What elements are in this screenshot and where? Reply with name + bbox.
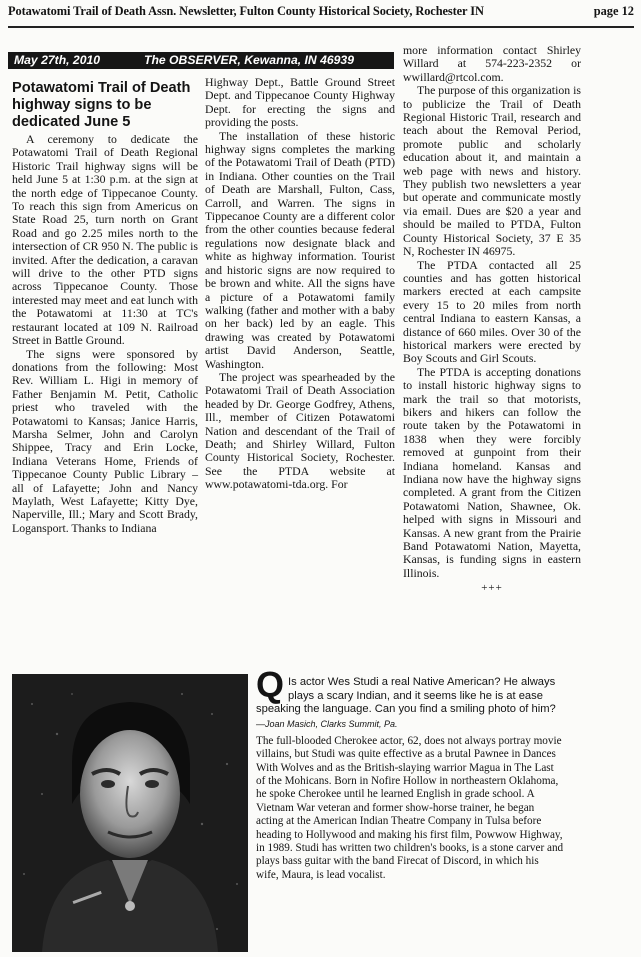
article-column-1 [12, 80, 198, 535]
answer-text: The full-blooded Cherokee actor, 62, does not always portray movie villains, but Studi was quite effective as a brutal Pawnee in Dances With Wolves and as the British-slaying warrior Magua in The Last of the Mohicans. Born in Nofire Hollow in northeastern Oklahoma, he spoke Cherokee until he learned English in grade school. A Vietnam War veteran and former show-horse trainer, he began acting at the American Indian Theatre Company in Tulsa before heading to Hollywood and making his first film, Powwow Highway, in 1989. Studi has written two children's books, is a stone carver and plays bass guitar with the band Firecat of Discord, in which his wife, Maura, is lead vocalist. [256, 734, 564, 881]
paragraph: The project was spearheaded by the Potawatomi Trail of Death Association headed by Dr. George Godfrey, Athens, Ill., member of Citizen Potawatomi Nation and descendant of the Trail of Death; and Shirley Willard, Fulton County Historical Society, Rochester. See the PTDA website at www.potawatomi-tda.org. For [205, 369, 395, 492]
article-end-mark: +++ [481, 582, 503, 595]
portrait-illustration [12, 674, 248, 952]
article-column-2 [205, 76, 395, 492]
paragraph: The PTDA contacted all 25 counties and has gotten historical markers erected at each campsite every 15 to 20 miles from north central Indiana to eastern Kansas, a distance of 660 miles. Over 30 of the historical markers were erected by Boy Scouts and Girl Scouts. [403, 257, 581, 366]
portrait-photo [12, 674, 248, 952]
paragraph: The signs were sponsored by donations from the following: Most Rev. William L. Higi in memory of Father Benjamin M. Petit, Catholic priest who traveled with the Potawatomi to Kansas; Janice Harris, Marsha Selmer, John and Carolyn Shippee, Tracy and Erin Locke, Indiana Veterans Home, Friends of Tippecanoe County Public Library – all of Lafayette; John and Nancy Maylath, West Lafayette; Kitty Dye, Naperville, Ill.; Mary and Scott Brady, Logansport. Thanks to Indiana [12, 346, 198, 535]
article-headline: Potawatomi Trail of Death highway signs to be dedicated June 5 [12, 80, 191, 130]
question-text: Is actor Wes Studi a real Native American? He always plays a scary Indian, and it seems like he is at ease speaking the language. Can you find a smiling photo of him? [256, 676, 556, 716]
page-header [8, 4, 634, 24]
page-number: page 12 [593, 4, 634, 18]
paragraph: The installation of these historic highway signs completes the marking of the Potawatomi Trail of Death (PTD) in Indiana. Other counties on the Trail of Death are Marshall, Fulton, Cass, Carroll, and Warren. The signs in Tippecanoe County are a different color from the other counties because federal regulations now designate black and white as highway information. Tourist and historic signs are now required to be brown and white. All the signs have a picture of a Potawatomi family walking (father and mother with a baby on her back) led by an eagle. This drawing was created by Potawatomi artist David Anderson, Seattle, Washington. [205, 128, 395, 371]
banner-publication: The OBSERVER, Kewanna, IN 46939 [144, 53, 354, 67]
question-signature: —Joan Masich, Clarks Summit, Pa. [256, 718, 398, 729]
paragraph: The purpose of this organization is to publicize the Trail of Death Regional Historic Trail, research and teach about the Removal Period, promote public and scholarly education about it, and maintain a web page with news and history. They publish two newsletters a year but operate and communicate mostly via email. Dues are $20 a year and should be mailed to PTDA, Fulton County Historical Society, 37 E 35 N, Rochester IN 46975. [403, 83, 581, 259]
paragraph: The PTDA is accepting donations to install historic highway signs to mark the trail so that motorists, bikers and hikers can follow the route taken by the Potawatomi in 1838 when they were forcibly removed at gunpoint from their Indiana homeland. Kansas and Indiana now have the highway signs completed. A grant from the Citizen Potawatomi Nation, Shawnee, Ok. helped with signs in Missouri and Kansas. A new grant from the Prairie Band Potawatomi Nation, Mayetta, Kansas, is funding signs in eastern Illinois. [403, 364, 581, 580]
paragraph: A ceremony to dedicate the Potawatomi Trail of Death Regional Historic Trail highway signs will be held June 5 at 1:30 p.m. at the sign at the north edge of Tippecanoe County. To reach this sign from Americus on State Road 25, turn north on Grant Road and go 2.25 miles north to the intersection of CR 950 N. The public is invited. After the dedication, a caravan will drive to the other PTD signs across Tippecanoe County. Those interested may meet and eat lunch with the Potawatomi at 11:30 at TC's restaurant located at 109 N. Railroad Street in Battle Ground. [12, 132, 198, 348]
header-rule [8, 26, 634, 28]
banner-date: May 27th, 2010 [14, 53, 101, 67]
qa-box [256, 664, 564, 882]
article-column-3 [403, 44, 581, 596]
paragraph: Highway Dept., Battle Ground Street Dept. and Tippecanoe County Highway Dept. for erecting the signs and providing the posts. [205, 75, 395, 130]
newsletter-title: Potawatomi Trail of Death Assn. Newsletter, Fulton County Historical Society, Rochester IN [8, 4, 484, 18]
paragraph: more information contact Shirley Willard at 574-223-2352 or wwillard@rtcol.com. [403, 43, 581, 84]
publication-banner [8, 52, 394, 69]
question-letter: Q [256, 664, 285, 705]
